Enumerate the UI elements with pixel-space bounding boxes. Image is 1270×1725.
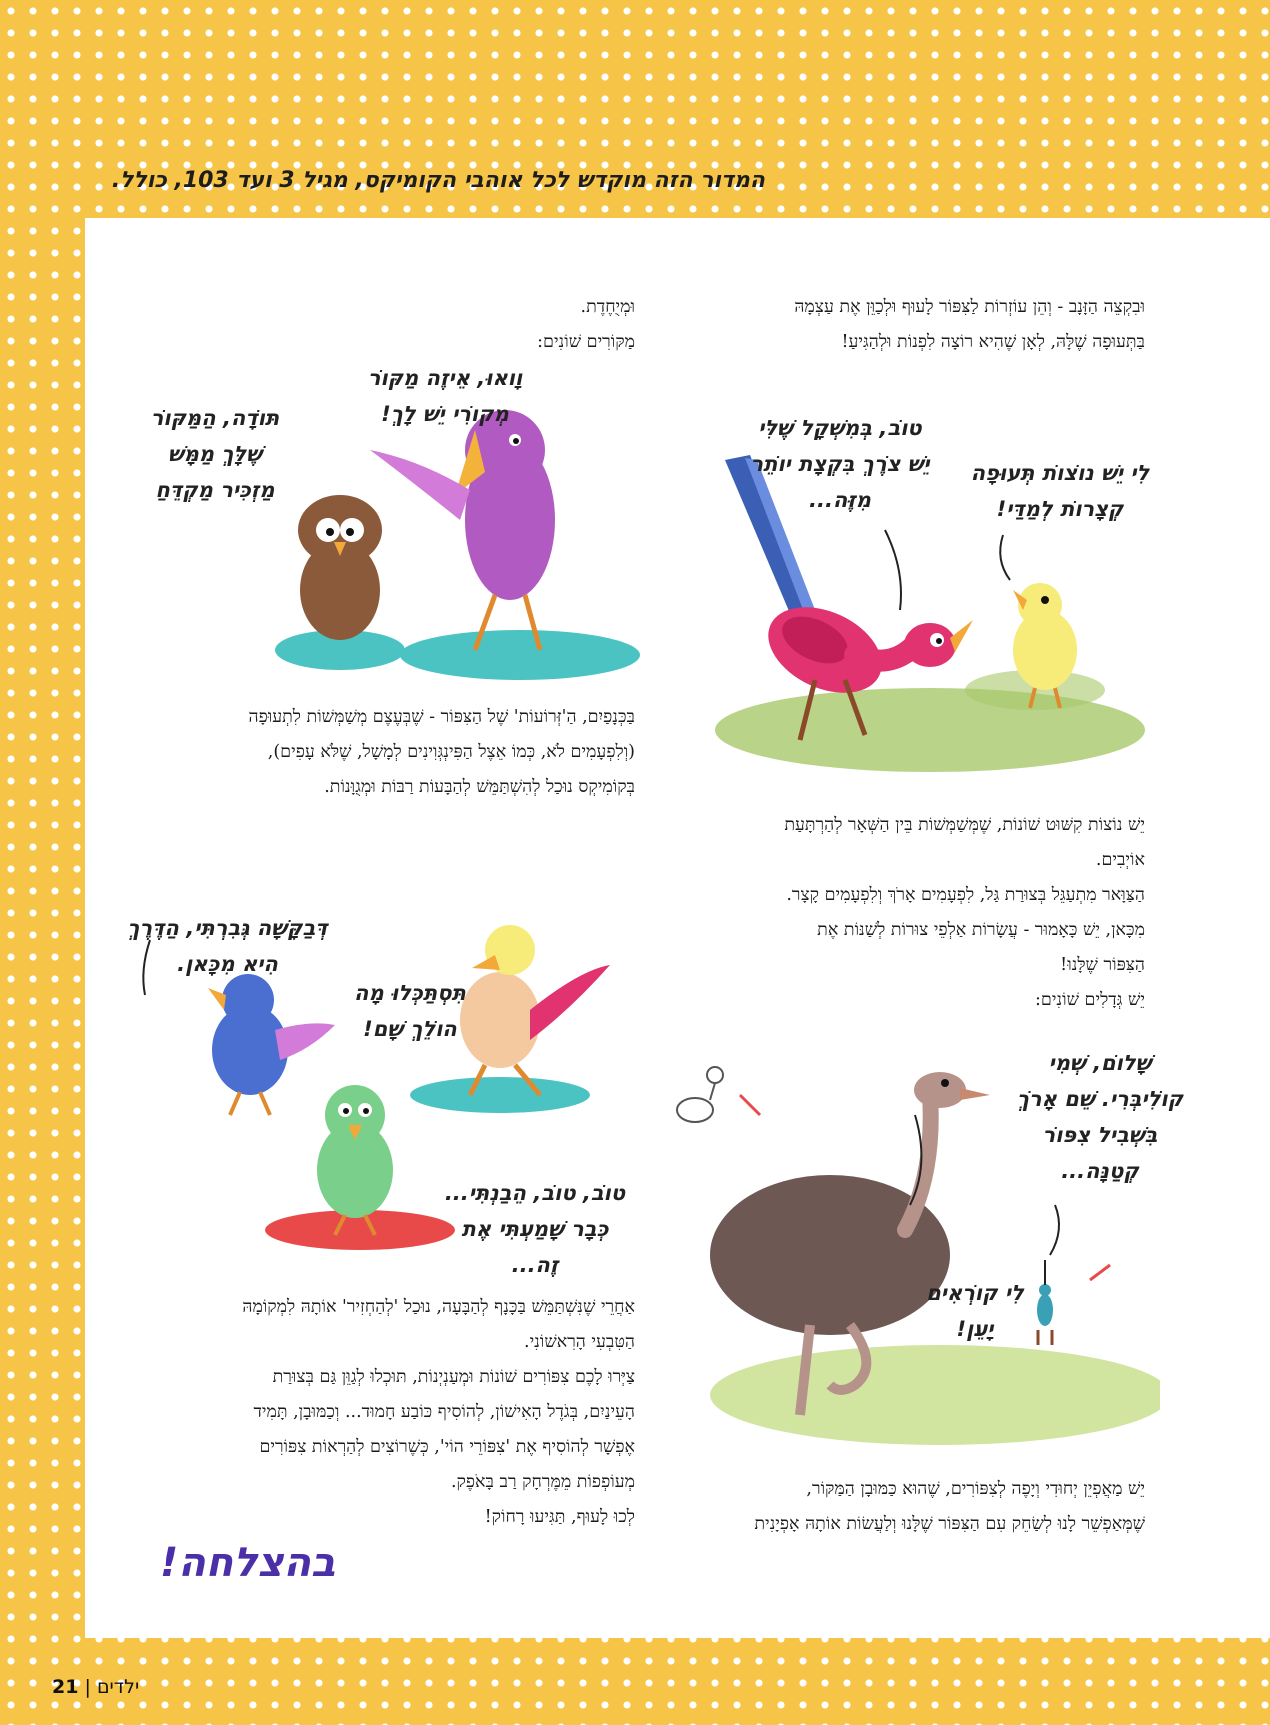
pink-bird-speech-bubble: טוֹב, בְּמִשְׁקָל שֶׁלִּי יֵשׁ צֹרֶךְ בִּקְצָת יוֹתֵר מִזֶּה... bbox=[750, 416, 930, 512]
blue-bird-speech-bubble: דְּבַקָּשָׁה גְּבִרְתִּי, הַדֶּרֶךְ הִיא מִכָּאן. bbox=[127, 916, 328, 976]
left-col-para1: וּמְיֻחֶדֶת. מַקּוֹרִים שׁוֹנִים: bbox=[537, 297, 635, 352]
owl-speech-bubble: תּוֹדָה, הַמַּקּוֹר שֶׁלָּךְ מַמָּשׁ מַזְכִּיר מַקְדֵּחַ bbox=[150, 406, 280, 502]
parrot-speech-bubble: וָואוּ, אֵיזֶה מַקּוֹר מְקוֹרִי יֵשׁ לָךְ! bbox=[367, 366, 523, 426]
page-footer bbox=[52, 1676, 139, 1698]
chick-speech-bubble: לִי יֵשׁ נוֹצוֹת תְּעוּפָה קְצָרוֹת לְמַדַּי! bbox=[970, 461, 1150, 521]
footer-separator: | bbox=[84, 1676, 91, 1698]
page-number: 21 bbox=[52, 1676, 79, 1698]
left-col-para3: אַחֲרֵי שֶׁנִּשְׁתַּמֵּשׁ בַּכָּנָף לְהַבָּעָה, נוּכַל 'לְהַחְזִיר' אוֹתָהּ לִמְקוֹמָהּ הַטִּבְעִי הָרִאשׁוֹנִי. צַיְּרוּ לָכֶם צִפּוֹרִים שׁוֹנוֹת וּמְעַנְיְנוֹת, תּוּכְלוּ לְגַוֵּן גַּם בְּצוּרַת הָעֵינַיִם, בְּגֹדֶל הָאִישׁוֹן, לְהוֹסִיף כּוֹבַע חָמוּד... וְכַמּוּבָן, תָּמִיד אֶפְשָׁר לְהוֹסִיף אֶת 'צִפּוֹרֵי הוֹי', כְּשֶׁרוֹצִים לְהַרְאוֹת צִפּוֹרִים מְעוֹפְפוֹת מֵמֶּרְחָק רַב בָּאֹפֶק. לְכוּ לָעוּף, תַּגִּיעוּ רָחוֹק! bbox=[242, 1297, 635, 1527]
flamingo-speech-bubble: תִּסְתַּכְּלוּ מָה הוֹלֵךְ שָׁם! bbox=[354, 981, 466, 1041]
hummingbird-speech-bubble: לִי קוֹרְאִים יָעֵן! bbox=[926, 1281, 1024, 1341]
green-bird-speech-bubble: טוֹב, טוֹב, הֵבַנְתִּי... כְּבָר שָׁמַעְתִּי אֶת זֶה... bbox=[444, 1181, 626, 1277]
section-banner: המדור הזה מוקדש לכל אוהבי הקומיקס, מגיל 3 ועד 103, כולל. bbox=[111, 168, 765, 193]
right-col-para2: יֵשׁ נוֹצוֹת קִשּׁוּט שׁוֹנוֹת, שֶׁמְּשַׁמְּשׁוֹת בֵּין הַשְּׁאָר לְהַרְתָּעַת אוֹיְבִים. הַצַּוָּאר מִתְעַגֵּל בְּצוּרַת גַּל, לִפְעָמִים אָרֹךְ וְלִפְעָמִים קָצָר. מִכָּאן, יֵשׁ כָּאָמוּר - עֲשָׂרוֹת אַלְפֵי צוּרוֹת לְשַׁנּוֹת אֶת הַצִּפּוֹר שֶׁלָּנוּ! יֵשׁ גְּדָלִים שׁוֹנִים: bbox=[784, 815, 1145, 1010]
ostrich-speech-bubble: שָׁלוֹם, שְׁמִי קוֹלִיבְּרִי. שֵׁם אָרֹךְ בִּשְׁבִיל צִפּוֹר קְטַנָּה... bbox=[1016, 1051, 1184, 1183]
section-name: ילדים bbox=[96, 1676, 140, 1698]
right-col-para3: יֵשׁ מַאֲפְיֵן יְחוּדִי וְיָפֶה לְצִפּוֹרִים, שֶׁהוּא כַּמּוּבָן הַמַּקּוֹר, שֶׁמְּאַפְשֵׁר לָנוּ לְשַׂחֵק עִם הַצִּפּוֹר שֶׁלָּנוּ וְלַעֲשׂוֹת אוֹתָהּ אָפְיָנִית bbox=[754, 1479, 1145, 1534]
closing-title: בהצלחה! bbox=[160, 1540, 336, 1586]
right-col-para1: וּבִקְצֵה הַזָּנָב - וְהֵן עוֹזְרוֹת לַצִּפּוֹר לָעוּף וּלְכַוֵּן אֶת עַצְמָהּ בַּתְּעוּפָה שֶׁלָּהּ, לְאָן שֶׁהִיא רוֹצָה לִפְנוֹת וּלְהַגִּיעַ! bbox=[794, 297, 1145, 352]
left-col-para2: בַּכְּנָפַיִם, הַ'זְּרוֹעוֹת' שֶׁל הַצִּפּוֹר - שֶׁבְּעֶצֶם מְשַׁמְּשׁוֹת לִתְעוּפָה (וְלִפְעָמִים לֹא, כְּמוֹ אֵצֶל הַפִּינְגְּוִינִים לְמָשָׁל, שֶׁלֹּא עָפִים), בְּקוֹמִיקְס נוּכַל לְהִשְׁתַּמֵּשׁ לְהַבָּעוֹת רַבּוֹת וּמְגֻוָּנוֹת. bbox=[248, 707, 635, 797]
